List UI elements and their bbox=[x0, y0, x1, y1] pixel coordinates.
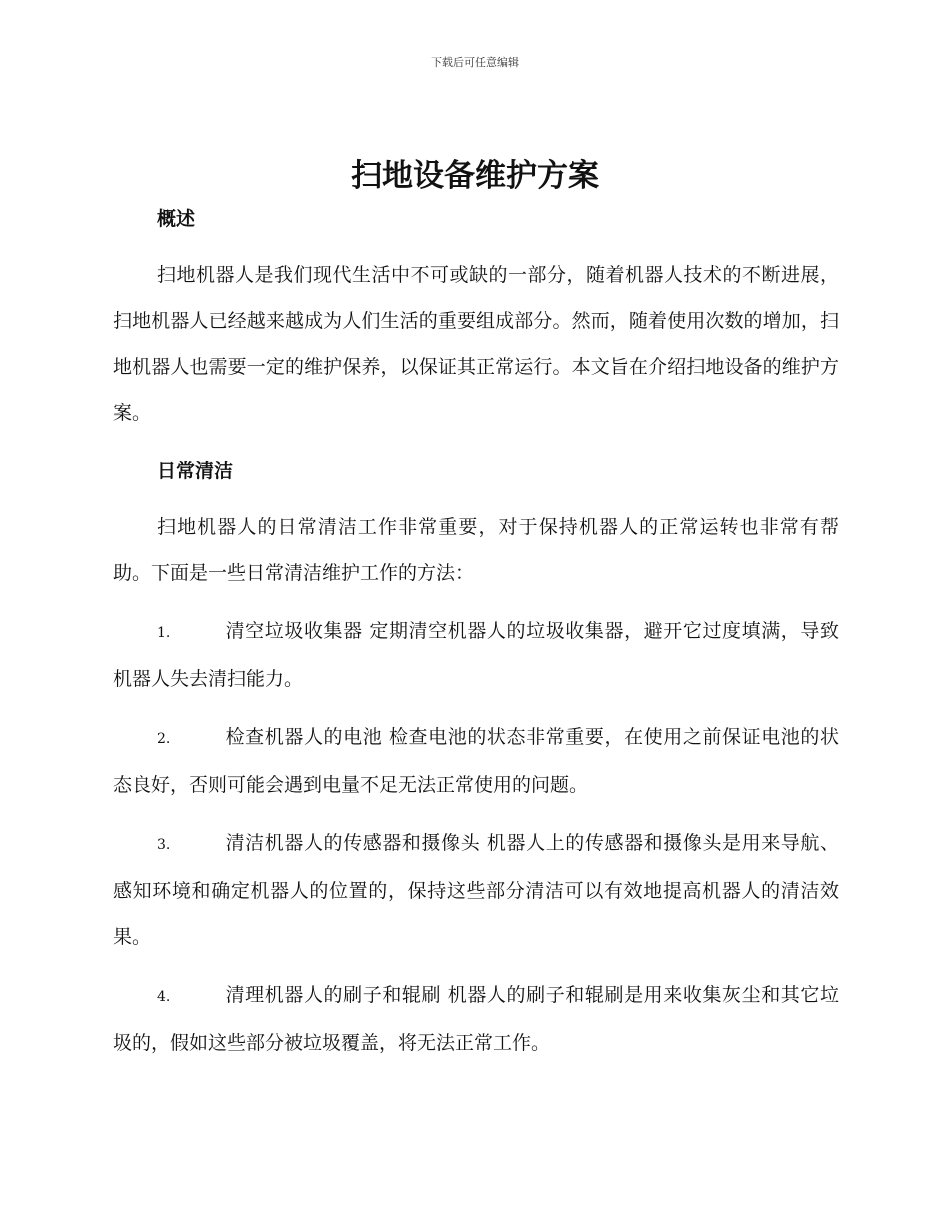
list-item bbox=[113, 820, 839, 960]
document-body bbox=[113, 196, 839, 1066]
overview-paragraph: 扫地机器人是我们现代生活中不可或缺的一部分，随着机器人技术的不断进展，扫地机器人已经越来越成为人们生活的重要组成部分。然而，随着使用次数的增加，扫地机器人也需要一定的维护保养，以保证其正常运行。本文旨在介绍扫地设备的维护方案。 bbox=[113, 264, 839, 424]
list-item bbox=[113, 608, 839, 702]
list-item-number: 3. bbox=[157, 837, 171, 853]
header-note: 下载后可任意编辑 bbox=[431, 56, 519, 69]
list-item-text: 清理机器人的刷子和辊刷 机器人的刷子和辊刷是用来收集灰尘和其它垃圾的，假如这些部分被垃圾覆盖，将无法正常工作。 bbox=[113, 984, 839, 1054]
list-item-number: 4. bbox=[157, 989, 171, 1005]
list-item bbox=[113, 714, 839, 808]
list-item-text: 清空垃圾收集器 定期清空机器人的垃圾收集器，避开它过度填满，导致机器人失去清扫能力。 bbox=[113, 620, 839, 690]
list-item-number: 1. bbox=[157, 625, 171, 641]
daily-cleaning-paragraph: 扫地机器人的日常清洁工作非常重要，对于保持机器人的正常运转也非常有帮助。下面是一些日常清洁维护工作的方法： bbox=[113, 516, 839, 584]
list-item-number: 2. bbox=[157, 731, 171, 747]
section-heading-daily-cleaning: 日常清洁 bbox=[157, 460, 234, 482]
document-title: 扫地设备维护方案 bbox=[351, 158, 599, 194]
section-heading-overview: 概述 bbox=[157, 208, 196, 230]
list-item bbox=[113, 972, 839, 1066]
list-item-text: 清洁机器人的传感器和摄像头 机器人上的传感器和摄像头是用来导航、感知环境和确定机器人的位置的，保持这些部分清洁可以有效地提高机器人的清洁效果。 bbox=[113, 832, 839, 948]
list-item-text: 检查机器人的电池 检查电池的状态非常重要，在使用之前保证电池的状态良好，否则可能会遇到电量不足无法正常使用的问题。 bbox=[113, 726, 839, 796]
